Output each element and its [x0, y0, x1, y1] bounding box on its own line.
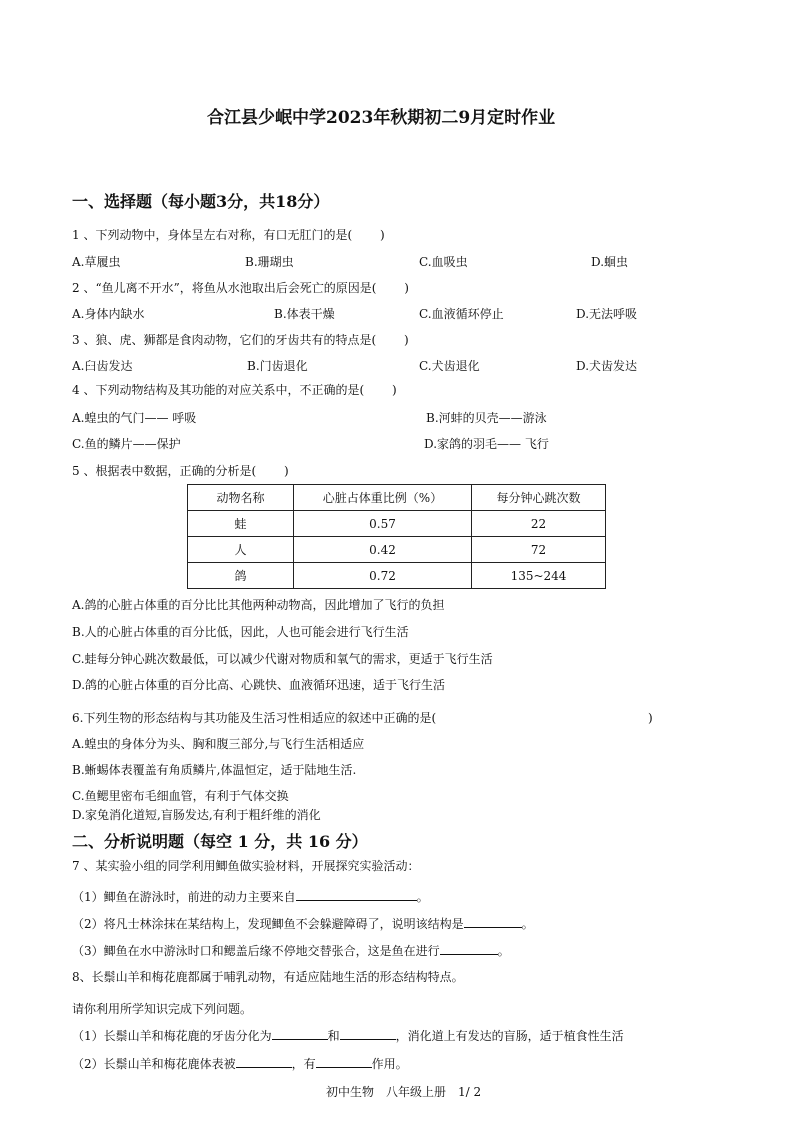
- page-footer: 初中生物 八年级上册 1/ 2: [326, 1085, 482, 1099]
- question-2: 2 、“鱼儿离不开水”，将鱼从水池取出后会死亡的原因是( ): [72, 281, 409, 295]
- table-cell: 蛙: [188, 511, 294, 537]
- question-5: 5 、根据表中数据，正确的分析是( ): [72, 464, 289, 478]
- answer-blank[interactable]: [272, 1028, 328, 1040]
- table-cell: 22: [472, 511, 606, 537]
- table-cell: 人: [188, 537, 294, 563]
- q4-option-a: A.蝗虫的气门—— 呼吸: [72, 411, 197, 425]
- question-7: 7 、某实验小组的同学利用鲫鱼做实验材料，开展探究实验活动：: [72, 859, 420, 873]
- q7-sub-1: [72, 889, 429, 903]
- table-header: 每分钟心跳次数: [472, 485, 606, 511]
- q1-option-c: C.血吸虫: [419, 255, 468, 269]
- question-6-close: ): [648, 711, 653, 725]
- q3-option-d: D.犬齿发达: [576, 359, 638, 373]
- q8-sub-2: [72, 1056, 408, 1070]
- answer-blank[interactable]: [316, 1056, 372, 1068]
- table-header-row: [188, 485, 606, 511]
- data-table: [187, 484, 606, 589]
- q5-option-c: C.蛙每分钟心跳次数最低，可以减少代谢对物质和氧气的需求，更适于飞行生活: [72, 652, 493, 666]
- answer-blank[interactable]: [296, 889, 417, 901]
- table-row: [188, 511, 606, 537]
- table-row: [188, 563, 606, 589]
- q2-option-b: B.体表干燥: [274, 307, 335, 321]
- question-3: 3 、狼、虎、狮都是食肉动物，它们的牙齿共有的特点是( ): [72, 333, 409, 347]
- q6-option-a: A.蝗虫的身体分为头、胸和腹三部分,与飞行生活相适应: [72, 737, 365, 751]
- q3-option-b: B.门齿退化: [247, 359, 308, 373]
- question-6: 6.下列生物的形态结构与其功能及生活习性相适应的叙述中正确的是(: [72, 711, 437, 725]
- q5-option-a: A.鸽的心脏占体重的百分比比其他两种动物高，因此增加了飞行的负担: [72, 598, 445, 612]
- question-1: 1 、下列动物中，身体呈左右对称，有口无肛门的是( ): [72, 228, 385, 242]
- q8-sub-1-mid: 和: [327, 1029, 340, 1043]
- q8-sub-1-end: ，消化道上有发达的盲肠，适于植食性生活: [395, 1029, 624, 1043]
- q6-option-b: B.蜥蜴体表覆盖有角质鳞片,体温恒定，适于陆地生活.: [72, 763, 357, 777]
- answer-blank[interactable]: [464, 916, 522, 928]
- q2-option-d: D.无法呼吸: [576, 307, 638, 321]
- answer-blank[interactable]: [340, 1028, 396, 1040]
- table-cell: 0.42: [294, 537, 472, 563]
- q7-sub-1-text: （1）鲫鱼在游泳时，前进的动力主要来自: [72, 890, 296, 904]
- table-cell: 0.72: [294, 563, 472, 589]
- q4-option-c: C.鱼的鳞片——保护: [72, 437, 181, 451]
- q6-option-d: D.家兔消化道短,盲肠发达,有利于粗纤维的消化: [72, 808, 321, 822]
- q6-option-c: C.鱼鳃里密布毛细血管，有利于气体交换: [72, 789, 289, 803]
- table-header: 动物名称: [188, 485, 294, 511]
- question-4: 4 、下列动物结构及其功能的对应关系中，不正确的是( ): [72, 383, 397, 397]
- q2-option-c: C.血液循环停止: [419, 307, 504, 321]
- q2-option-a: A.身体内缺水: [72, 307, 145, 321]
- q7-sub-2-text: （2）将凡士林涂抹在某结构上，发现鲫鱼不会躲避障碍了，说明该结构是: [72, 917, 464, 931]
- q8-sub-2-text: （2）长鬃山羊和梅花鹿体表被: [72, 1057, 236, 1071]
- table-row: [188, 537, 606, 563]
- q8-sub-1-text: （1）长鬃山羊和梅花鹿的牙齿分化为: [72, 1029, 272, 1043]
- q8-sub-1: [72, 1028, 624, 1042]
- q8-sub-2-end: 作用。: [371, 1057, 408, 1071]
- section-1-heading: 一、选择题（每小题3分，共18分）: [72, 192, 330, 211]
- q3-option-a: A.臼齿发达: [72, 359, 133, 373]
- q3-option-c: C.犬齿退化: [419, 359, 480, 373]
- q7-sub-1-end: 。: [416, 890, 429, 904]
- table-cell: 鸽: [188, 563, 294, 589]
- table-cell: 72: [472, 537, 606, 563]
- q1-option-b: B.珊瑚虫: [245, 255, 294, 269]
- q7-sub-2: [72, 916, 534, 930]
- q8-intro: 请你利用所学知识完成下列问题。: [72, 1002, 253, 1016]
- q1-option-d: D.蛔虫: [591, 255, 629, 269]
- answer-blank[interactable]: [440, 943, 498, 955]
- table-cell: 0.57: [294, 511, 472, 537]
- q5-option-b: B.人的心脏占体重的百分比低，因此，人也可能会进行飞行生活: [72, 625, 409, 639]
- q8-sub-2-mid: ，有: [291, 1057, 316, 1071]
- q7-sub-2-end: 。: [521, 917, 534, 931]
- q4-option-d: D.家鸽的羽毛—— 飞行: [424, 437, 549, 451]
- table-cell: 135~244: [472, 563, 606, 589]
- answer-blank[interactable]: [236, 1056, 292, 1068]
- page-title: 合江县少岷中学2023年秋期初二9月定时作业: [207, 108, 556, 128]
- q7-sub-3: [72, 943, 510, 957]
- q7-sub-3-text: （3）鲫鱼在水中游泳时口和鳃盖后缘不停地交替张合，这是鱼在进行: [72, 944, 440, 958]
- section-2-heading: 二、分析说明题（每空 1 分，共 16 分）: [72, 832, 368, 851]
- q5-option-d: D.鸽的心脏占体重的百分比高、心跳快、血液循环迅速，适于飞行生活: [72, 678, 446, 692]
- q7-sub-3-end: 。: [497, 944, 510, 958]
- q1-option-a: A.草履虫: [72, 255, 121, 269]
- table-header: 心脏占体重比例（%）: [294, 485, 472, 511]
- q4-option-b: B.河蚌的贝壳——游泳: [426, 411, 547, 425]
- question-8: 8、长鬃山羊和梅花鹿都属于哺乳动物，有适应陆地生活的形态结构特点。: [72, 970, 464, 984]
